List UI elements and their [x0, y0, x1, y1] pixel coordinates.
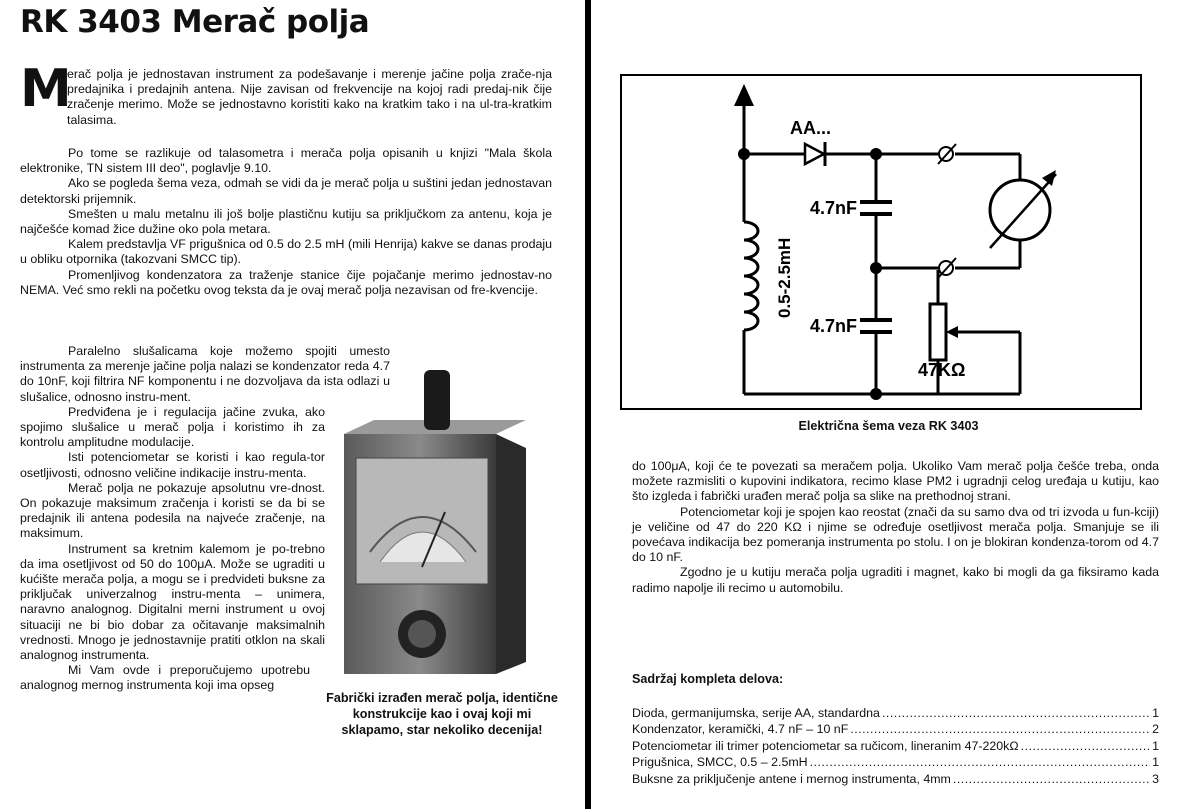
- terminal-icon: [939, 147, 953, 275]
- part-name: Dioda, germanijumska, serije AA, standardna: [632, 706, 880, 720]
- page-title: RK 3403 Merač polja: [20, 4, 370, 40]
- coil-label: 0.5-2.5mH: [775, 237, 794, 318]
- meter-photo: [330, 362, 570, 682]
- paragraph: Isti potenciometar se koristi i kao regula-tor osetljivosti, odnosno veličine indikacije instru-menta.: [20, 450, 325, 480]
- paragraph: Merač polja ne pokazuje apsolutnu vre-dnost. On pokazuje maksimum zračenja i koristi se da bi se predajnik ili antena podesila na najveće zračenje, na maksimum.: [20, 480, 325, 541]
- capacitor-label: 4.7nF: [810, 198, 858, 218]
- part-qty: 2: [1152, 722, 1159, 737]
- leader-dots: [850, 721, 1150, 737]
- left-column-narrow: [20, 344, 390, 694]
- paragraph: Ako se pogleda šema veza, odmah se vidi da je merač polja u suštini jedan jednostavan detektorski prijemnik.: [20, 176, 552, 206]
- drop-cap: M: [20, 59, 72, 119]
- part-name: Buksne za priključenje antene i mernog instrumenta, 4mm: [632, 771, 951, 786]
- schematic-diagram: [620, 74, 1142, 410]
- intro-first-lines: [67, 67, 552, 128]
- knob-cap: [408, 620, 436, 648]
- parts-row: [632, 721, 1159, 737]
- photo-caption: Fabrički izrađen merač polja, identične konstrukcije kao i ovaj koji mi sklapamo, star nekoliko decenija!: [326, 691, 558, 737]
- part-name: Potenciometar ili trimer potenciometar sa ručicom, lineranim 47-220kΩ: [632, 738, 1019, 753]
- parts-row: [632, 738, 1159, 754]
- part-qty: 1: [1152, 755, 1159, 770]
- page-divider: [585, 0, 591, 809]
- capacitor-label: 4.7nF: [810, 316, 858, 336]
- leader-dots: [882, 705, 1150, 721]
- paragraph: Potenciometar koji je spojen kao reostat (znači da su samo dva od tri izvoda u fun-kciji) je veličine od 47 do 220 KΩ i njime se određuje osetljivost merača polja. Smanjuje se ili povećava indikacija bez pomeranja instrumenta po stolu. I on je blokiran kondenza-torom od 4.7 do 10 nF.: [632, 504, 1159, 565]
- parts-list: [632, 705, 1159, 787]
- paragraph: Mi Vam ovde i preporučujemo upotrebu analognog mernog instrumenta koji ima opseg: [20, 663, 310, 693]
- leader-dots: [1021, 738, 1150, 754]
- parts-row: [632, 771, 1159, 787]
- right-column-body: [632, 459, 1159, 596]
- part-qty: 1: [1152, 738, 1159, 753]
- diode-label: AA...: [790, 118, 832, 138]
- part-qty: 1: [1152, 706, 1159, 720]
- paragraph: Promenljivog kondenzatora za traženje stanice čije pojačanje merimo jednostav-no NEMA. Već smo rekli na početku ovog teksta da je ovaj merač polja nezavisan od fre-kvencije.: [20, 267, 552, 297]
- paragraph: Predviđena je i regulacija jačine zvuka, ako spojimo slušalice u merač polja i koristimo ih za kontrolu amplitudne modulacije.: [20, 404, 325, 450]
- parts-row: [632, 754, 1159, 770]
- part-name: Prigušnica, SMCC, 0.5 – 2.5mH: [632, 755, 808, 770]
- leader-dots: [953, 771, 1150, 787]
- diode-icon: [805, 144, 824, 164]
- part-qty: 3: [1152, 771, 1159, 786]
- paragraph: Smešten u malu metalnu ili još bolje plastičnu kutiju sa priključkom za antenu, koja je najčešće komad žice dužine oko pola metara.: [20, 206, 552, 237]
- coil-icon: [744, 222, 758, 336]
- left-column-body: [20, 146, 552, 298]
- case-side-right: [496, 434, 526, 674]
- paragraph: Po tome se razlikuje od talasometra i merača polja opisanih u knjizi "Mala škola elektronike, TN sistem III deo", poglavlje 9.10.: [20, 146, 552, 176]
- antenna-knob: [424, 370, 450, 430]
- part-name: Kondenzator, keramički, 4.7 nF – 10 nF: [632, 722, 849, 737]
- potentiometer-icon: [930, 304, 946, 360]
- paragraph: erač polja je jednostavan instrument za podešavanje i merenje jačine polja zrače-nja predajnika i predajnih antena. Nije zavisan od frekvencije na kojoj radi predaj-nik čije zračenje merimo. Može se jednostavno koristiti kako na kratkim tako i na ul-tra-kratkim talasima.: [67, 67, 552, 127]
- paragraph: Paralelno slušalicama koje možemo spojiti umesto instrumenta za merenje jačine polja nalazi se kondenzator reda 4.7 do 10nF, koji filtrira NF komponentu i ne dozvoljava da ista odlazi u slušalice, odnosno instru-ment.: [20, 344, 390, 404]
- parts-list-title: Sadržaj kompleta delova:: [632, 672, 784, 686]
- antenna-icon: [734, 84, 754, 106]
- leader-dots: [810, 754, 1150, 770]
- paragraph: Kalem predstavlja VF prigušnica od 0.5 do 2.5 mH (mili Henrija) kakve se danas prodaju u obliku otpornika (takozvani SMCC tip).: [20, 237, 552, 267]
- schematic-caption: Električna šema veza RK 3403: [798, 419, 979, 433]
- potentiometer-label: 47KΩ: [918, 360, 966, 380]
- junction-dots: [738, 148, 882, 400]
- schematic-frame: [621, 75, 1141, 409]
- parts-row: [632, 705, 1159, 721]
- paragraph: do 100μA, koji će te povezati sa meračem polja. Ukoliko Vam merač polja češće treba, onda možete razmisliti o kupovini indikatora, recimo klase PM2 i ugradnji celog uređaja u kutiju, kao što izgleda i fabrički urađen merač polja sa slike na prethodnoj strani.: [632, 459, 1159, 504]
- paragraph: Instrument sa kretnim kalemom je po-trebno da ima osetljivost od 50 do 100μA. Može se ugraditi u kućište merača polja, a mogu se i predvideti buksne za priključak univerzalnog instru-menta – unimera, naravno analognog. Digitalni merni instrument u ovoj situaciji ne bi bio dobar za očitavanje maksimalnih vrednosti. Mnogo je jednostavnije pratiti otklon na skali analognog instrumenta.: [20, 541, 325, 663]
- paragraph: Zgodno je u kutiju merača polja ugraditi i magnet, kako bi mogli da ga fiksiramo kada radimo napolje ili recimo u automobilu.: [632, 565, 1159, 595]
